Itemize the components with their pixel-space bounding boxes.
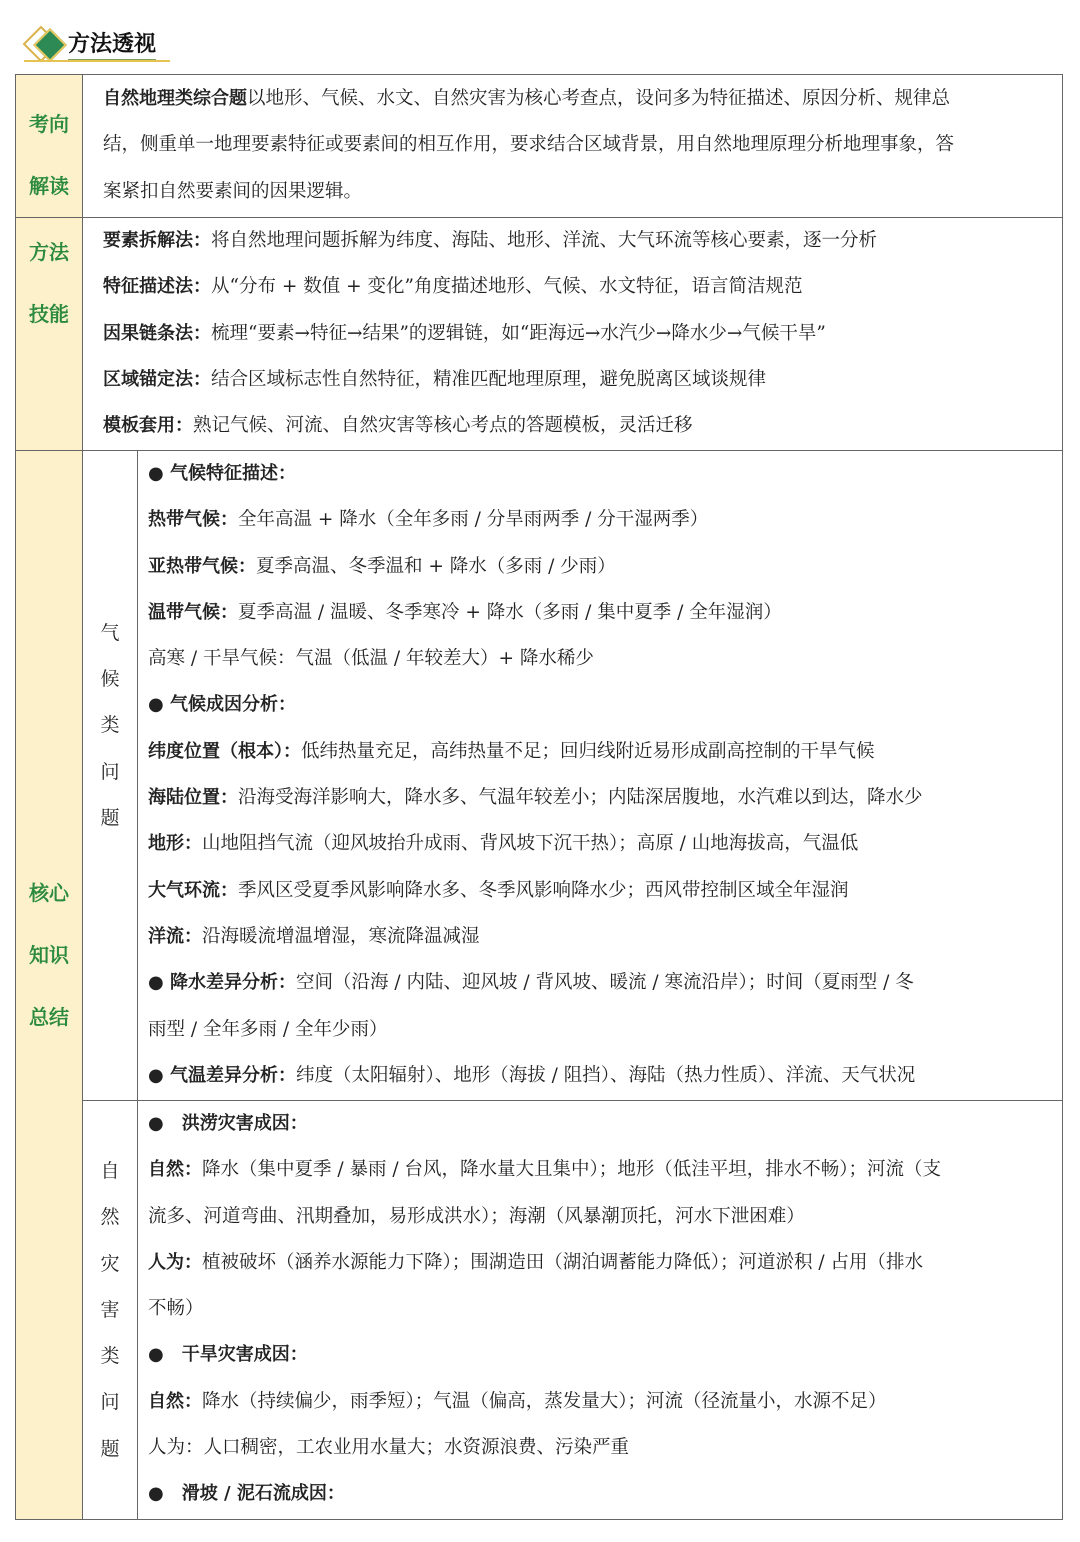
bold-label: 洋流： <box>148 925 202 947</box>
text-line <box>138 544 1062 590</box>
label-text: 解读 <box>29 174 69 198</box>
bold-label: 因果链条法： <box>103 322 211 344</box>
row-exam-direction <box>16 75 1063 218</box>
bold-label: 要素拆解法： <box>103 230 211 251</box>
label-text: 技能 <box>29 302 69 326</box>
diamond-logo-icon <box>24 27 68 61</box>
line-text: 降水（持续偏少，雨季短）；气温（偏高，蒸发量大）；河流（径流量小，水源不足） <box>202 1390 887 1412</box>
line-text: 不畅） <box>148 1298 204 1320</box>
text-line <box>138 775 1062 821</box>
bold-label: ● 降水差异分析： <box>148 972 296 994</box>
line-text: 熟记气候、河流、自然灾害等核心考点的答题模板，灵活迁移 <box>193 415 693 437</box>
line-text: 植被破坏（涵养水源能力下降）；围湖造田（湖泊调蓄能力降低）；河道淤积 / 占用（排水 <box>202 1251 923 1273</box>
bold-label: ● 气候特征描述： <box>148 463 296 484</box>
line-text: 空间（沿海 / 内陆、迎风坡 / 背风坡、暖流 / 寒流沿岸）；时间（夏雨型 / 冬 <box>295 972 914 994</box>
content-method-skills <box>83 218 1063 451</box>
bold-label: 地形： <box>148 833 202 855</box>
text-line <box>93 169 1052 215</box>
text-line <box>93 218 1052 264</box>
line-text: 夏季高温、冬季温和 + 降水（多雨 / 少雨） <box>256 555 616 577</box>
text-line <box>138 914 1062 960</box>
line-text: 沿海暖流增温增湿，寒流降温减湿 <box>202 925 480 947</box>
line-text: 梳理“要素→特征→结果”的逻辑链，如“距海远→水汽少→降水少→气候干旱” <box>211 322 826 344</box>
text-line <box>138 1425 1062 1471</box>
line-text: 全年高温 + 降水（全年多雨 / 分旱雨两季 / 分干湿两季） <box>238 509 709 531</box>
bold-label: ● 滑坡 / 泥石流成因： <box>148 1483 345 1505</box>
bold-label: 区域锚定法： <box>103 368 211 390</box>
label-text: 方法 <box>29 240 69 264</box>
sublabel-climate <box>83 451 138 1101</box>
bold-label: 特征描述法： <box>103 276 211 298</box>
line-text: 纬度（太阳辐射）、地形（海拔 / 阻挡）、海陆（热力性质）、洋流、天气状况 <box>295 1064 916 1086</box>
bold-label: 亚热带气候： <box>148 555 256 577</box>
text-line <box>138 1147 1062 1193</box>
text-line <box>93 76 1052 122</box>
line-text: 案紧扣自然要素间的因果逻辑。 <box>103 180 363 202</box>
section-header <box>24 24 156 64</box>
line-text: 将自然地理问题拆解为纬度、海陆、地形、洋流、大气环流等核心要素，逐一分析 <box>211 230 878 251</box>
line-text: 季风区受夏季风影响降水多、冬季风影响降水少；西风带控制区域全年湿润 <box>238 879 849 901</box>
bold-label: ● 气温差异分析： <box>148 1064 296 1086</box>
content-disasters <box>138 1101 1063 1520</box>
label-core-knowledge <box>16 451 83 1520</box>
line-text: 降水（集中夏季 / 暴雨 / 台风，降水量大且集中）；地形（低洼平坦，排水不畅）；河流（支 <box>202 1159 941 1181</box>
label-exam-direction <box>16 75 83 218</box>
text-line <box>138 636 1062 682</box>
sublabel-text: 自然灾害类问题 <box>100 1159 120 1460</box>
sublabel-disasters <box>83 1101 138 1520</box>
label-text: 总结 <box>29 1005 69 1029</box>
text-line <box>138 1379 1062 1425</box>
line-text: 从“分布 + 数值 + 变化”角度描述地形、气候、水文特征，语言简洁规范 <box>211 276 803 298</box>
line-text: 结，侧重单一地理要素特征或要素间的相互作用，要求结合区域背景，用自然地理原理分析地理事象，答 <box>103 134 955 156</box>
label-method-skills <box>16 218 83 451</box>
text-line <box>138 1286 1062 1332</box>
line-text: 低纬热量充足，高纬热量不足；回归线附近易形成副高控制的干旱气候 <box>301 740 875 762</box>
line-text: 山地阻挡气流（迎风坡抬升成雨、背风坡下沉干热）；高原 / 山地海拔高，气温低 <box>202 833 859 855</box>
row-climate <box>16 451 1063 1101</box>
line-text: 夏季高温 / 温暖、冬季寒冷 + 降水（多雨 / 集中夏季 / 全年湿润） <box>238 601 782 623</box>
label-text: 核心 <box>29 881 69 905</box>
text-line <box>138 729 1062 775</box>
text-line <box>138 821 1062 867</box>
line-text: 流多、河道弯曲、汛期叠加，易形成洪水）；海潮（风暴潮顶托，河水下泄困难） <box>148 1205 805 1227</box>
line-text: 沿海受海洋影响大，降水多、气温年较差小；内陆深居腹地，水汽难以到达，降水少 <box>238 787 923 809</box>
text-line <box>138 868 1062 914</box>
content-exam-direction <box>83 75 1063 218</box>
text-line <box>93 311 1052 357</box>
bold-label: ● 气候成因分析： <box>148 694 296 716</box>
bold-label: ● 洪涝灾害成因： <box>148 1113 308 1134</box>
content-climate <box>138 451 1063 1101</box>
section-title: 方法透视 <box>68 27 156 62</box>
bold-label: 纬度位置（根本）： <box>148 740 301 762</box>
bold-label: 自然： <box>148 1390 202 1412</box>
bold-label: 自然地理类综合题 <box>103 88 247 109</box>
method-table <box>15 74 1063 1520</box>
row-disasters <box>16 1101 1063 1520</box>
line-text: 以地形、气候、水文、自然灾害为核心考查点，设问多为特征描述、原因分析、规律总 <box>247 88 951 109</box>
text-line <box>93 403 1052 449</box>
bold-label: 海陆位置： <box>148 787 238 809</box>
text-line <box>93 264 1052 310</box>
text-line <box>138 1471 1062 1517</box>
title-underline <box>24 60 170 62</box>
label-text: 知识 <box>29 943 69 967</box>
line-text: 雨型 / 全年多雨 / 全年少雨） <box>148 1018 388 1040</box>
text-line <box>138 1194 1062 1240</box>
text-line <box>138 1007 1062 1053</box>
sublabel-text: 气候类问题 <box>100 621 120 829</box>
bold-label: 大气环流： <box>148 879 238 901</box>
bold-label: ● 干旱灾害成因： <box>148 1344 308 1366</box>
text-line <box>138 960 1062 1006</box>
text-line <box>138 682 1062 728</box>
text-line <box>138 590 1062 636</box>
text-line <box>138 1053 1062 1099</box>
bold-label: 模板套用： <box>103 415 193 437</box>
text-line <box>138 1240 1062 1286</box>
bold-label: 热带气候： <box>148 509 238 531</box>
bold-label: 人为： <box>148 1251 202 1273</box>
bold-label: 自然： <box>148 1159 202 1181</box>
text-line <box>93 357 1052 403</box>
line-text: 高寒 / 干旱气候：气温（低温 / 年较差大）+ 降水稀少 <box>148 648 594 670</box>
label-text: 考向 <box>29 112 69 136</box>
text-line <box>138 1101 1062 1147</box>
line-text: 人为：人口稠密，工农业用水量大；水资源浪费、污染严重 <box>148 1437 630 1459</box>
text-line <box>93 122 1052 168</box>
text-line <box>138 497 1062 543</box>
row-method-skills <box>16 218 1063 451</box>
line-text: 结合区域标志性自然特征，精准匹配地理原理，避免脱离区域谈规律 <box>211 368 767 390</box>
bold-label: 温带气候： <box>148 601 238 623</box>
text-line <box>138 1332 1062 1378</box>
text-line <box>138 451 1062 497</box>
